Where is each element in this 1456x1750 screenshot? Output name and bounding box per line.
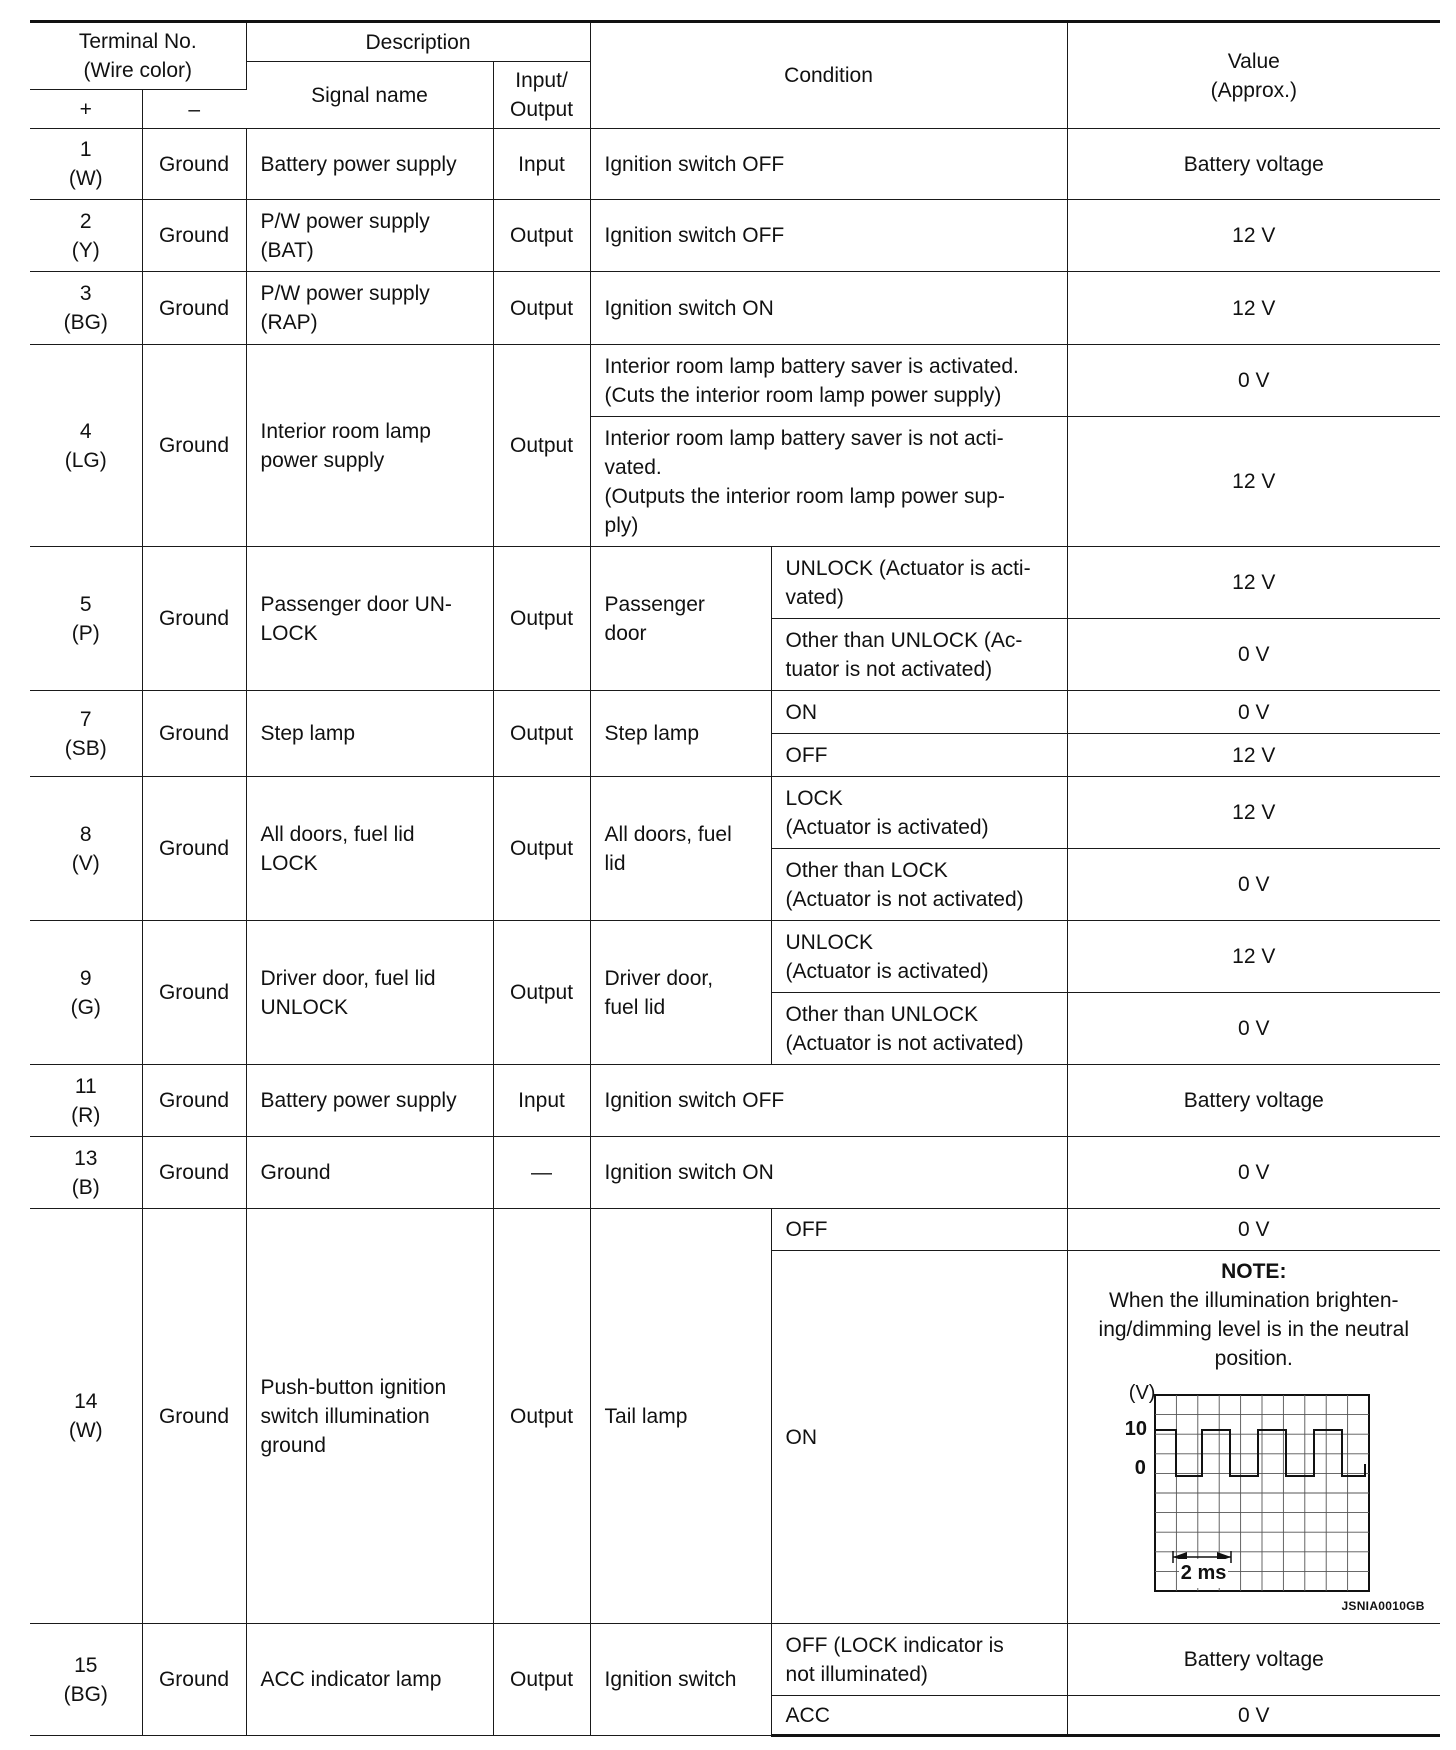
signal-name-cell: Step lamp <box>246 691 493 777</box>
signal-name-cell: Ground <box>246 1137 493 1209</box>
note-text: When the illumination brighten- ing/dimming level is in the neutral position. <box>1098 1289 1410 1370</box>
io-cell: Output <box>493 272 590 345</box>
value-cell: 0 V <box>1067 993 1440 1065</box>
state-cell: Other than UNLOCK (Actuator is not activated) <box>771 993 1067 1065</box>
io-cell: Output <box>493 777 590 921</box>
ground-cell: Ground <box>142 1137 246 1209</box>
terminal-cell: 15 (BG) <box>30 1624 142 1736</box>
value-cell: 12 V <box>1067 200 1440 272</box>
terminal-cell: 13 (B) <box>30 1137 142 1209</box>
header-signal-name: Signal name <box>246 62 493 129</box>
state-cell: LOCK (Actuator is activated) <box>771 777 1067 849</box>
ground-cell: Ground <box>142 1624 246 1736</box>
table-row <box>30 272 1440 345</box>
ground-cell: Ground <box>142 547 246 691</box>
ground-cell: Ground <box>142 272 246 345</box>
condition-cell: Step lamp <box>590 691 771 777</box>
table-row <box>30 1209 1440 1251</box>
condition-cell: Ignition switch OFF <box>590 129 1067 200</box>
value-cell: Battery voltage <box>1067 129 1440 200</box>
state-cell: UNLOCK (Actuator is activated) <box>771 921 1067 993</box>
value-cell: Battery voltage <box>1067 1624 1440 1696</box>
signal-name-cell: Battery power supply <box>246 1065 493 1137</box>
ground-cell: Ground <box>142 691 246 777</box>
state-cell: OFF <box>771 734 1067 777</box>
value-cell: 12 V <box>1067 417 1440 547</box>
signal-name-cell: P/W power supply (RAP) <box>246 272 493 345</box>
ground-cell: Ground <box>142 345 246 547</box>
header-description: Description <box>246 22 590 62</box>
value-cell: 0 V <box>1067 1209 1440 1251</box>
figure-code: JSNIA0010GB <box>1341 1599 1425 1613</box>
value-cell: 0 V <box>1067 619 1440 691</box>
terminal-cell: 2 (Y) <box>30 200 142 272</box>
io-cell: Output <box>493 1624 590 1736</box>
value-cell: 0 V <box>1067 345 1440 417</box>
table-row <box>30 1624 1440 1696</box>
ground-cell: Ground <box>142 200 246 272</box>
signal-name-cell: P/W power supply (BAT) <box>246 200 493 272</box>
value-cell: 12 V <box>1067 777 1440 849</box>
terminal-cell: 5 (P) <box>30 547 142 691</box>
terminal-cell: 7 (SB) <box>30 691 142 777</box>
condition-cell: Ignition switch ON <box>590 272 1067 345</box>
terminal-cell: 4 (LG) <box>30 345 142 547</box>
terminal-table <box>30 20 1440 1737</box>
value-cell: 12 V <box>1067 547 1440 619</box>
ground-cell: Ground <box>142 921 246 1065</box>
header-condition: Condition <box>590 22 1067 129</box>
value-cell: 0 V <box>1067 1137 1440 1209</box>
value-cell: 0 V <box>1067 691 1440 734</box>
condition-cell: Passenger door <box>590 547 771 691</box>
header-plus: + <box>30 90 142 129</box>
terminal-cell: 14 (W) <box>30 1209 142 1624</box>
ground-cell: Ground <box>142 777 246 921</box>
table-row <box>30 1137 1440 1209</box>
io-cell: Output <box>493 547 590 691</box>
value-cell: Battery voltage <box>1067 1065 1440 1137</box>
waveform-figure <box>1099 1379 1425 1615</box>
io-cell: Output <box>493 1209 590 1624</box>
signal-name-cell: Passenger door UN- LOCK <box>246 547 493 691</box>
terminal-cell: 8 (V) <box>30 777 142 921</box>
value-cell: 12 V <box>1067 734 1440 777</box>
condition-cell: Interior room lamp battery saver is not acti- vated. (Outputs the interior room lamp power sup- ply) <box>590 417 1067 547</box>
condition-cell: Interior room lamp battery saver is activated. (Cuts the interior room lamp power supply) <box>590 345 1067 417</box>
table-row <box>30 777 1440 849</box>
waveform-y-low-label: 0 <box>1134 1457 1146 1479</box>
note-cell <box>1067 1251 1440 1624</box>
signal-name-cell: Push-button ignition switch illumination ground <box>246 1209 493 1624</box>
state-cell: UNLOCK (Actuator is acti- vated) <box>771 547 1067 619</box>
state-cell: OFF (LOCK indicator is not illuminated) <box>771 1624 1067 1696</box>
terminal-cell: 9 (G) <box>30 921 142 1065</box>
condition-cell: Ignition switch OFF <box>590 1065 1067 1137</box>
waveform-period-label: 2 ms <box>1179 1559 1229 1588</box>
table-row <box>30 547 1440 619</box>
signal-name-cell: Driver door, fuel lid UNLOCK <box>246 921 493 1065</box>
table-row <box>30 200 1440 272</box>
io-cell: Output <box>493 921 590 1065</box>
state-cell: ON <box>771 691 1067 734</box>
value-cell: 0 V <box>1067 849 1440 921</box>
note-title: NOTE: <box>1221 1260 1287 1283</box>
terminal-cell: 11 (R) <box>30 1065 142 1137</box>
terminal-cell: 3 (BG) <box>30 272 142 345</box>
header-terminal-no: Terminal No. (Wire color) <box>30 22 246 90</box>
ground-cell: Ground <box>142 1065 246 1137</box>
state-cell: ON <box>771 1251 1067 1624</box>
value-cell: 12 V <box>1067 272 1440 345</box>
waveform-y-high-label: 10 <box>1124 1418 1148 1440</box>
terminal-cell: 1 (W) <box>30 129 142 200</box>
condition-cell: Ignition switch ON <box>590 1137 1067 1209</box>
state-cell: ACC <box>771 1696 1067 1736</box>
state-cell: Other than LOCK (Actuator is not activated) <box>771 849 1067 921</box>
value-cell: 12 V <box>1067 921 1440 993</box>
ground-cell: Ground <box>142 1209 246 1624</box>
io-cell: Output <box>493 691 590 777</box>
signal-name-cell: Interior room lamp power supply <box>246 345 493 547</box>
io-cell: — <box>493 1137 590 1209</box>
condition-cell: Driver door, fuel lid <box>590 921 771 1065</box>
signal-name-cell: ACC indicator lamp <box>246 1624 493 1736</box>
header-io: Input/ Output <box>493 62 590 129</box>
table-row <box>30 345 1440 417</box>
ground-cell: Ground <box>142 129 246 200</box>
io-cell: Output <box>493 200 590 272</box>
io-cell: Input <box>493 129 590 200</box>
signal-name-cell: All doors, fuel lid LOCK <box>246 777 493 921</box>
condition-cell: Ignition switch <box>590 1624 771 1736</box>
header-minus: – <box>142 90 246 129</box>
state-cell: Other than UNLOCK (Ac- tuator is not activated) <box>771 619 1067 691</box>
io-cell: Input <box>493 1065 590 1137</box>
condition-cell: Tail lamp <box>590 1209 771 1624</box>
table-row <box>30 921 1440 993</box>
table-row <box>30 129 1440 200</box>
header-value: Value (Approx.) <box>1067 22 1440 129</box>
condition-cell: Ignition switch OFF <box>590 200 1067 272</box>
state-cell: OFF <box>771 1209 1067 1251</box>
signal-name-cell: Battery power supply <box>246 129 493 200</box>
value-cell: 0 V <box>1067 1696 1440 1736</box>
waveform-trace <box>1155 1430 1365 1476</box>
table-row <box>30 1065 1440 1137</box>
table-row <box>30 691 1440 734</box>
waveform-unit-label: (V) <box>1128 1382 1156 1404</box>
condition-cell: All doors, fuel lid <box>590 777 771 921</box>
io-cell: Output <box>493 345 590 547</box>
